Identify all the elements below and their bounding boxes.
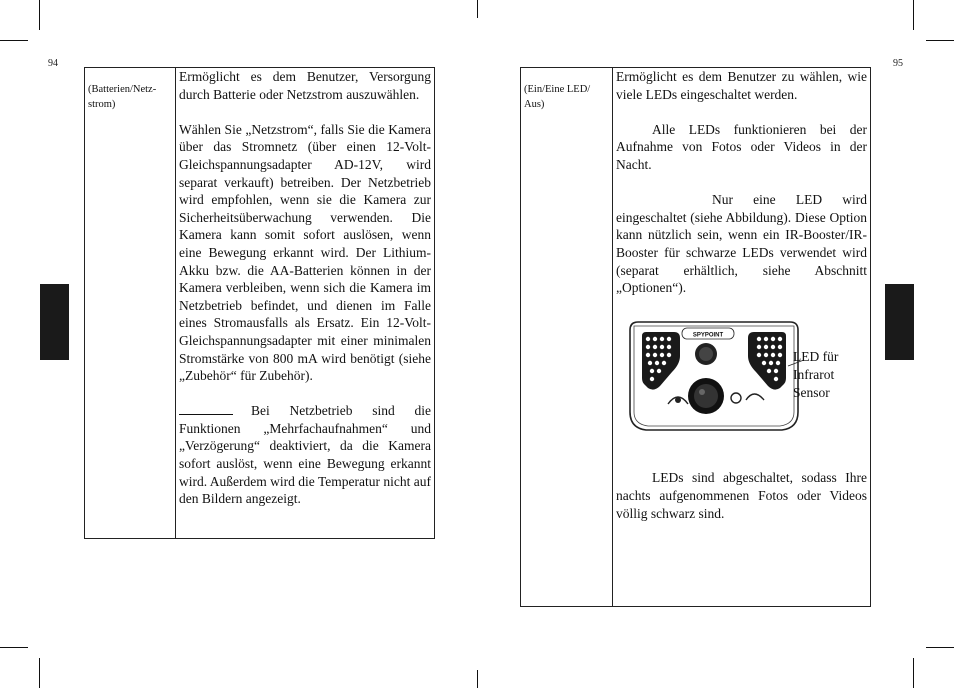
option-description-cell [176, 68, 435, 539]
paragraph: Ermöglicht es dem Benutzer zu wählen, wie viele LEDs eingeschaltet werden. [616, 69, 867, 102]
option-description [613, 68, 870, 522]
led-table [520, 67, 871, 607]
thumb-tab-left [40, 284, 69, 360]
crop-mark [913, 0, 914, 30]
crop-mark [39, 0, 40, 30]
option-label: (Batterien/Netz-strom) [88, 84, 157, 110]
thumb-tab-right [885, 284, 914, 360]
led-callout: LED für Infrarot Sensor [793, 349, 839, 400]
power-source-table [84, 67, 435, 539]
paragraph: LEDs sind abgeschaltet, sodass Ihre nachts aufgenommenen Fotos oder Videos völlig schwarz sind. [616, 470, 867, 521]
crop-mark [0, 647, 28, 648]
crop-mark [0, 40, 28, 41]
paragraph: Ermöglicht es dem Benutzer, Versorgung durch Batterie oder Netzstrom auszuwählen. [179, 69, 431, 102]
option-label: (Ein/Eine LED/ Aus) [524, 84, 591, 110]
option-label-cell [85, 68, 176, 539]
option-description [176, 68, 434, 508]
crop-mark [926, 647, 954, 648]
camera-front-illustration [624, 316, 804, 436]
crop-mark [926, 40, 954, 41]
page-number-right: 95 [893, 58, 903, 69]
underline-placeholder [179, 414, 233, 415]
paragraph: Nur eine LED wird eingeschaltet (siehe Abbildung). Diese Option kann nützlich sein, wenn ein IR-Booster/IR-Booster für schwarze LEDs verwendet wird (separat erhältlich, siehe Abschnitt „Optionen“). [616, 192, 867, 296]
paragraph: Wählen Sie „Netzstrom“, falls Sie die Kamera über das Stromnetz (über einen 12-Volt-Gleichspannungsadapter AD-12V, wird separat verkauft) betreiben. Der Netzbetrieb wird empfohlen, wenn sie die Kamera zur Sicherheitsüberwachung verwenden. Die Kamera kann somit sofort auslösen, wenn eine Bewegung erkannt wird. Der Lithium-Akku bzw. die AA-Batterien können in der Kamera verbleiben, wenn sich die Kamera im Netzbetrieb befindet, und dienen im Falle eines Stromausfalls als Ersatz. Ein 12-Volt-Gleichspannungsadapter mit einer minimalen Stromstärke von 800 mA wird benötigt (siehe „Zubehör“ für Zubehör). [179, 121, 431, 384]
option-description-cell [613, 68, 871, 607]
page-number-left: 94 [48, 58, 58, 69]
paragraph: Alle LEDs funktionieren bei der Aufnahme von Fotos oder Videos in der Nacht. [616, 121, 867, 172]
crop-mark [477, 670, 478, 688]
paragraph: Bei Netzbetrieb sind die Funktionen „Mehrfachaufnahmen“ und „Verzögerung“ deaktiviert, da die Kamera sofort auslöst, wenn eine Bewegung erkannt wird. Außerdem wird die Temperatur nicht auf den Bildern angezeigt. [179, 403, 431, 507]
brand-logo: SPYPOINT [692, 332, 724, 339]
crop-mark [477, 0, 478, 18]
option-label-cell [521, 68, 613, 607]
crop-mark [913, 658, 914, 688]
crop-mark [39, 658, 40, 688]
camera-figure [616, 314, 867, 452]
